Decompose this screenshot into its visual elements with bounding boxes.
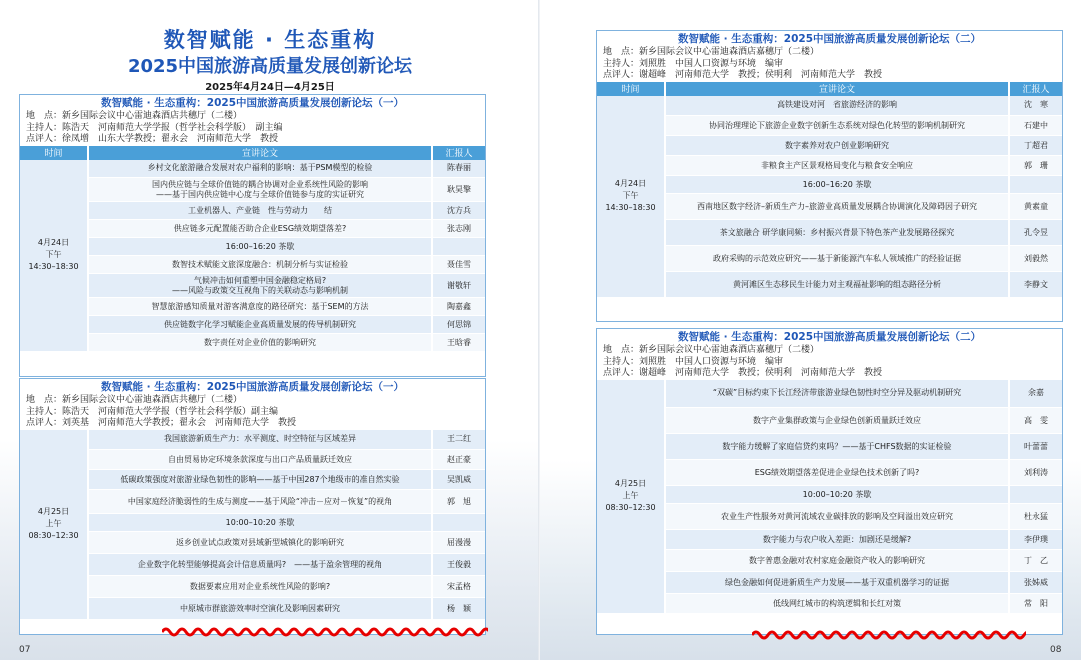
presenter-name: 丁超君	[1009, 136, 1062, 156]
presenter-name: 宋孟格	[432, 576, 485, 598]
presenter-name: 郭 珊	[1009, 156, 1062, 176]
presenter-name: 屈漫漫	[432, 532, 485, 554]
table-row	[20, 220, 485, 238]
paper-title: 16:00–16:20 茶歇	[88, 238, 432, 256]
table-row	[597, 136, 1062, 156]
page-date-range: 2025年4月24日—4月25日	[205, 82, 335, 93]
paper-title: 数字能力缓解了家庭信贷约束吗？——基于CHFS数据的实证检验	[665, 434, 1009, 460]
right-page	[540, 0, 1081, 660]
table-row	[20, 490, 485, 514]
schedule-table	[20, 430, 485, 621]
paper-title: 低碳政策强度对旅游业绿色韧性的影响——基于中国287个地级市的准自然实验	[88, 470, 432, 490]
paper-title: 绿色金融如何促进新质生产力发展——基于双重机器学习的证据	[665, 572, 1009, 594]
presenter-name: 刘利涛	[1009, 460, 1062, 486]
session-venue: 地 点：新乡国际会议中心雷迪森酒店嘉穗厅（二楼）	[603, 345, 820, 355]
session-reviewer: 点评人：徐凤增 山东大学教授；翟永会 河南师范大学 教授	[26, 134, 279, 144]
paper-title: 乡村文化旅游融合发展对农户福利的影响：基于PSM模型的检验	[88, 160, 432, 178]
red-wavy-underline-left	[162, 624, 488, 640]
header-paper: 宣讲论文	[88, 146, 432, 160]
table-row	[597, 156, 1062, 176]
session-panel-right-1	[596, 30, 1063, 322]
presenter-name: 杜永猛	[1009, 504, 1062, 530]
schedule-table	[597, 82, 1062, 299]
table-row	[20, 450, 485, 470]
paper-title: 数智技术赋能文旅深度融合：机制分析与实证检验	[88, 256, 432, 274]
table-row	[597, 96, 1062, 116]
session-reviewer: 点评人：谢超峰 河南师范大学 教授；侯明利 河南师范大学 教授	[603, 368, 883, 378]
presenter-name: 刘毅然	[1009, 246, 1062, 272]
table-row	[597, 380, 1062, 408]
table-row	[597, 486, 1062, 504]
table-row	[597, 194, 1062, 220]
paper-title: 数字素养对农户创业影响研究	[665, 136, 1009, 156]
session-time-cell: 4月24日 下午 14:30–18:30	[597, 96, 665, 298]
table-row	[20, 298, 485, 316]
paper-title: 返乡创业试点政策对县域新型城镇化的影响研究	[88, 532, 432, 554]
presenter-name: 石建中	[1009, 116, 1062, 136]
table-row	[20, 470, 485, 490]
table-row	[20, 316, 485, 334]
presenter-name: 余嘉	[1009, 380, 1062, 408]
paper-title: 国内供应链与全球价值链的耦合协调对企业系统性风险的影响 ——基于国内供应链中心度与全球价值链参与度的实证研究	[88, 178, 432, 202]
table-row	[20, 202, 485, 220]
presenter-name: 何思锦	[432, 316, 485, 334]
paper-title: 数字产业集群政策与企业绿色创新质量跃迁效应	[665, 408, 1009, 434]
table-row	[20, 238, 485, 256]
paper-title: 工业机器人、产业链 性与劳动力 结	[88, 202, 432, 220]
table-row	[20, 554, 485, 576]
table-row	[597, 550, 1062, 572]
paper-title: ESG绩效期望落差促进企业绿色技术创新了吗?	[665, 460, 1009, 486]
presenter-name: 叶蕾蕾	[1009, 434, 1062, 460]
table-header-row	[597, 82, 1062, 96]
left-page	[0, 0, 540, 660]
schedule-table	[20, 146, 485, 353]
paper-title: 数据要素应用对企业系统性风险的影响?	[88, 576, 432, 598]
session-info	[20, 111, 485, 146]
presenter-name: 聂佳雪	[432, 256, 485, 274]
session-reviewer: 点评人：刘英基 河南师范大学教授；翟永会 河南师范大学 教授	[26, 418, 297, 428]
session-panel-left-2	[19, 378, 486, 635]
presenter-name: 张志刚	[432, 220, 485, 238]
session-title: 数智赋能 · 生态重构：2025中国旅游高质量发展创新论坛（一）	[100, 381, 405, 393]
session-info	[597, 345, 1062, 380]
presenter-name: 谢敬轩	[432, 274, 485, 298]
page-number: 07	[19, 645, 31, 655]
presenter-name	[1009, 176, 1062, 194]
presenter-name: 李伊璞	[1009, 530, 1062, 550]
table-row	[20, 334, 485, 352]
header-time: 时间	[597, 82, 665, 96]
paper-title: 政府采购的示范效应研究——基于新能源汽车私人领域推广的经验证据	[665, 246, 1009, 272]
presenter-name: 陈春丽	[432, 160, 485, 178]
paper-title: 高铁建设对河 省旅游经济的影响	[665, 96, 1009, 116]
presenter-name	[432, 238, 485, 256]
presenter-name: 高 雯	[1009, 408, 1062, 434]
session-title: 数智赋能 · 生态重构：2025中国旅游高质量发展创新论坛（二）	[677, 331, 982, 343]
table-row	[597, 572, 1062, 594]
page-main-title: 数智赋能 · 生态重构	[163, 28, 377, 52]
session-title: 数智赋能 · 生态重构：2025中国旅游高质量发展创新论坛（二）	[677, 33, 982, 45]
table-row	[20, 532, 485, 554]
table-row	[20, 274, 485, 298]
session-host: 主持人：陈浩天 河南师范大学学报（哲学社会科学版） 副主编	[26, 122, 283, 133]
paper-title: 气候冲击如何重塑中国金融稳定格局? ——风险与政策交互视角下的关联动态与影响机制	[88, 274, 432, 298]
presenter-name: 沈方兵	[432, 202, 485, 220]
table-row	[597, 408, 1062, 434]
table-row	[597, 220, 1062, 246]
paper-title: 企业数字化转型能够提高会计信息质量吗? ——基于盈余管理的视角	[88, 554, 432, 576]
paper-title: 数字普惠金融对农村家庭金融资产收入的影响研究	[665, 550, 1009, 572]
presenter-name: 王俊毅	[432, 554, 485, 576]
presenter-name: 杨 颖	[432, 598, 485, 620]
paper-title: 黄河滩区生态移民生计能力对主观福祉影响的组态路径分析	[665, 272, 1009, 298]
session-time-cell: 4月25日 上午 08:30–12:30	[597, 380, 665, 614]
header-time: 时间	[20, 146, 88, 160]
session-info	[597, 47, 1062, 82]
presenter-name: 张姊威	[1009, 572, 1062, 594]
presenter-name: 孔令昱	[1009, 220, 1062, 246]
session-panel-right-2	[596, 328, 1063, 635]
presenter-name: 陶嘉鑫	[432, 298, 485, 316]
presenter-name: 郭 旭	[432, 490, 485, 514]
paper-title: 供应链数字化学习赋能企业高质量发展的传导机制研究	[88, 316, 432, 334]
table-row	[597, 246, 1062, 272]
paper-title: 数字能力与农户收入差距：加剧还是缓解?	[665, 530, 1009, 550]
table-row	[597, 434, 1062, 460]
presenter-name: 吴凯威	[432, 470, 485, 490]
session-host: 主持人：刘照胜 中国人口资源与环境 编审	[603, 58, 784, 69]
session-time-cell: 4月24日 下午 14:30–18:30	[20, 160, 88, 352]
table-row	[20, 430, 485, 450]
paper-title: 茶文旅融合 研学康同频：乡村振兴背景下特色茶产业发展路径探究	[665, 220, 1009, 246]
table-row	[597, 530, 1062, 550]
paper-title: 农业生产性服务对黄河流域农业碳排放的影响及空间溢出效应研究	[665, 504, 1009, 530]
paper-title: 16:00–16:20 茶歇	[665, 176, 1009, 194]
table-header-row	[20, 146, 485, 160]
schedule-table	[597, 380, 1062, 615]
table-row	[597, 176, 1062, 194]
table-row	[597, 116, 1062, 136]
session-reviewer: 点评人：谢超峰 河南师范大学 教授；侯明利 河南师范大学 教授	[603, 70, 883, 80]
paper-title: 智慧旅游感知质量对游客满意度的路径研究：基于SEM的方法	[88, 298, 432, 316]
paper-title: 我国旅游新质生产力：水平测度、时空特征与区域差异	[88, 430, 432, 450]
session-title: 数智赋能 · 生态重构：2025中国旅游高质量发展创新论坛（一）	[100, 97, 405, 109]
presenter-name: 赵正豪	[432, 450, 485, 470]
presenter-name	[432, 514, 485, 532]
session-time-cell: 4月25日 上午 08:30–12:30	[20, 430, 88, 620]
presenter-name: 沈 寒	[1009, 96, 1062, 116]
paper-title: 非粮食主产区景观格局变化与粮食安全响应	[665, 156, 1009, 176]
table-row	[20, 160, 485, 178]
table-row	[597, 460, 1062, 486]
session-venue: 地 点：新乡国际会议中心雷迪森酒店共穗厅（二楼）	[26, 395, 243, 405]
red-wavy-underline-right	[752, 627, 1026, 643]
session-panel-left-1	[19, 94, 486, 377]
header-presenter: 汇报人	[1009, 82, 1062, 96]
presenter-name: 王晗睿	[432, 334, 485, 352]
page-subtitle: 2025中国旅游高质量发展创新论坛	[127, 56, 413, 77]
session-info	[20, 395, 485, 430]
table-row	[597, 504, 1062, 530]
paper-title: 供应链多元配置能否助合企业ESG绩效期望落差?	[88, 220, 432, 238]
paper-title: 数字责任对企业价值的影响研究	[88, 334, 432, 352]
session-host: 主持人：刘照胜 中国人口资源与环境 编审	[603, 356, 784, 367]
table-row	[20, 178, 485, 202]
table-row	[20, 256, 485, 274]
presenter-name: 王二红	[432, 430, 485, 450]
paper-title: 10:00–10:20 茶歇	[88, 514, 432, 532]
presenter-name: 李静文	[1009, 272, 1062, 298]
table-row	[597, 272, 1062, 298]
paper-title: 自由贸易协定环境条款深度与出口产品质量跃迁效应	[88, 450, 432, 470]
table-row	[20, 576, 485, 598]
page-number: 08	[1050, 645, 1062, 655]
header-presenter: 汇报人	[432, 146, 485, 160]
table-row	[597, 594, 1062, 614]
paper-title: 10:00–10:20 茶歇	[665, 486, 1009, 504]
presenter-name: 丁 乙	[1009, 550, 1062, 572]
presenter-name: 耿昊擎	[432, 178, 485, 202]
paper-title: 西南地区数字经济–新质生产力–旅游业高质量发展耦合协调演化及障碍因子研究	[665, 194, 1009, 220]
header-paper: 宣讲论文	[665, 82, 1009, 96]
paper-title: 协同治理理论下旅游企业数字创新生态系统对绿色化转型的影响机制研究	[665, 116, 1009, 136]
session-venue: 地 点：新乡国际会议中心雷迪森酒店嘉穗厅（二楼）	[603, 47, 820, 57]
paper-title: 中原城市群旅游效率时空演化及影响因素研究	[88, 598, 432, 620]
presenter-name: 黄素童	[1009, 194, 1062, 220]
presenter-name: 常 阳	[1009, 594, 1062, 614]
paper-title: 中国家庭经济脆弱性的生成与测度——基于风险“冲击－应对－恢复”的视角	[88, 490, 432, 514]
paper-title: 低线网红城市的构筑逻辑和长红对策	[665, 594, 1009, 614]
presenter-name	[1009, 486, 1062, 504]
table-row	[20, 598, 485, 620]
table-row	[20, 514, 485, 532]
session-venue: 地 点：新乡国际会议中心雷迪森酒店共穗厅（二楼）	[26, 111, 243, 121]
session-host: 主持人：陈浩天 河南师范大学学报（哲学社会科学版）副主编	[26, 406, 279, 417]
paper-title: “双碳”目标约束下长江经济带旅游业绿色韧性时空分异及驱动机制研究	[665, 380, 1009, 408]
